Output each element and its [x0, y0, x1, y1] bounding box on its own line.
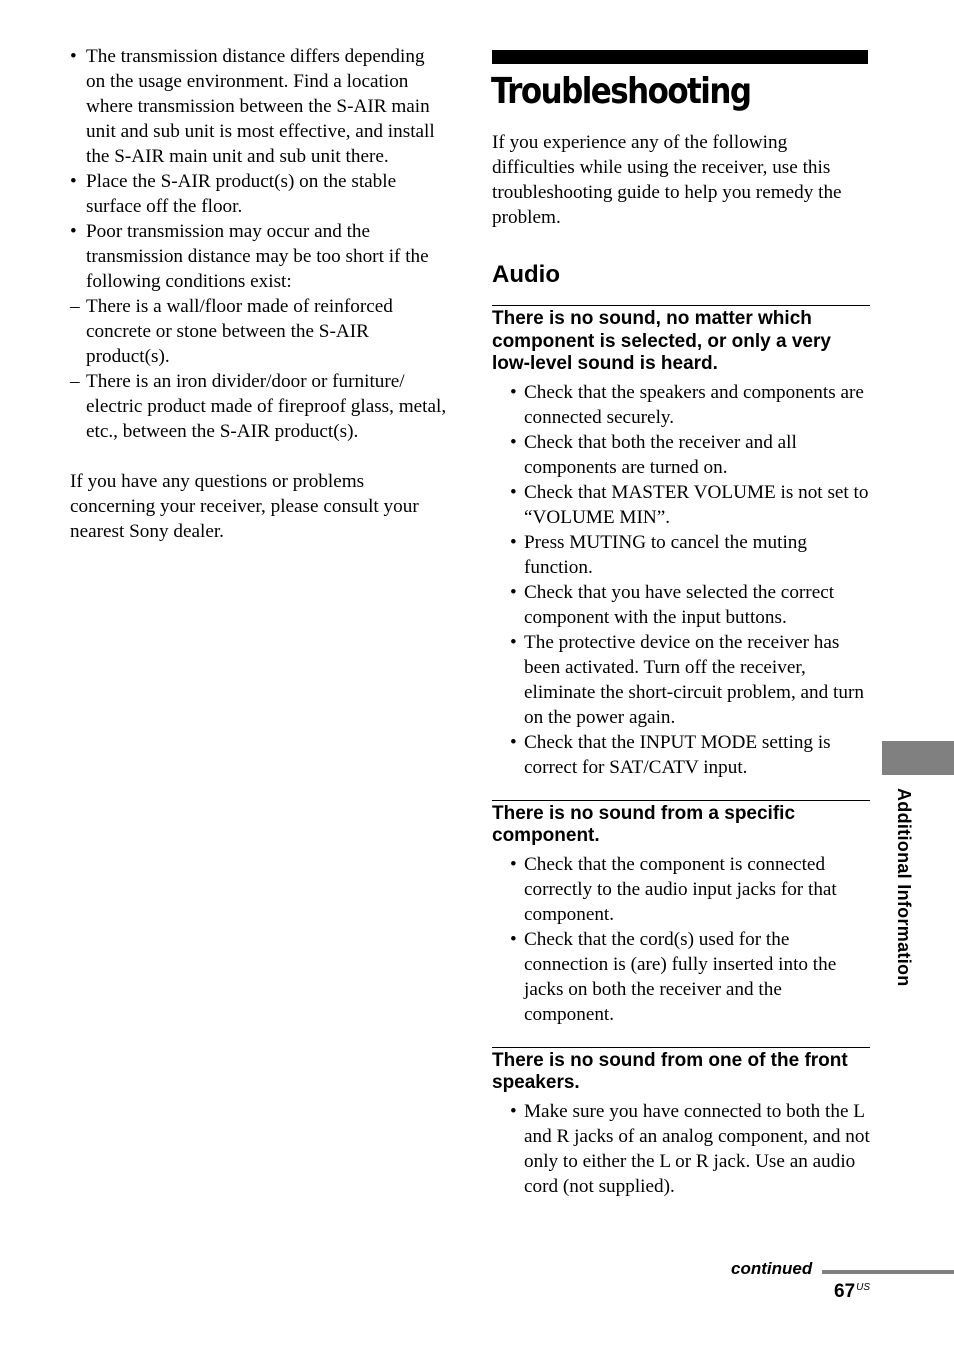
list-item	[70, 44, 448, 169]
list-item-text: Make sure you have connected to both the L and R jacks of an analog component, and not only to either the L or R jack. Use an audio cord (not supplied).	[524, 1100, 870, 1197]
bullet-icon: •	[510, 853, 517, 875]
page-region-suffix: US	[856, 1282, 871, 1293]
list-item	[492, 852, 870, 927]
list-item-text: Check that MASTER VOLUME is not set to “VOLUME MIN”.	[524, 481, 869, 528]
bullet-icon: •	[510, 581, 517, 603]
list-item	[492, 1099, 870, 1199]
list-item	[492, 630, 870, 730]
list-item	[492, 430, 870, 480]
list-item-text: Place the S-AIR product(s) on the stable surface off the floor.	[86, 171, 397, 217]
sony-dealer-note: If you have any questions or problems concerning your receiver, please consult your nearest Sony dealer.	[70, 471, 419, 542]
bullet-icon: •	[510, 381, 517, 403]
list-item	[492, 530, 870, 580]
page-number	[834, 1281, 870, 1303]
list-item	[70, 369, 448, 444]
section-tab-label: Additional Information	[894, 788, 914, 987]
intro-paragraph: If you experience any of the following difficulties while using the receiver, use this troubleshooting guide to help you remedy the problem.	[492, 132, 842, 228]
topic-title: There is no sound from one of the front speakers.	[492, 1049, 848, 1093]
list-item	[70, 169, 448, 219]
section-tab-marker	[882, 741, 954, 775]
bullet-mark: •	[70, 171, 77, 192]
topic-no-sound-any-component	[492, 305, 870, 780]
bullet-mark: •	[70, 221, 77, 242]
page-number-value: 67	[834, 1281, 856, 1302]
list-item-text: The protective device on the receiver has been activated. Turn off the receiver, eliminate the short-circuit problem, and turn on the power again.	[524, 631, 864, 728]
list-item	[492, 380, 870, 430]
list-item-text: There is a wall/floor made of reinforced concrete or stone between the S-AIR product(s).	[86, 296, 393, 367]
list-item-text: Check that you have selected the correct component with the input buttons.	[524, 581, 835, 628]
bullet-icon: •	[510, 731, 517, 753]
bullet-icon: •	[510, 481, 517, 503]
continued-label: continued	[731, 1259, 813, 1278]
bullet-icon: •	[510, 928, 517, 950]
list-item	[492, 730, 870, 780]
list-item	[70, 219, 448, 294]
topic-title: There is no sound from a specific component.	[492, 802, 796, 846]
topic-no-sound-front-speaker	[492, 1047, 870, 1199]
list-item-text: There is an iron divider/door or furniture/ electric product made of fireproof glass, metal, etc., between the S-AIR product(s).	[86, 371, 447, 442]
bullet-icon: •	[510, 531, 517, 553]
topic-checklist	[492, 852, 870, 1027]
left-column	[70, 44, 448, 544]
list-item-text: Check that the component is connected correctly to the audio input jacks for that component.	[524, 853, 837, 925]
bullet-icon: •	[510, 431, 517, 453]
bullet-icon: •	[510, 1100, 517, 1122]
continued-rule	[822, 1270, 954, 1274]
list-item-text: Check that the INPUT MODE setting is correct for SAT/CATV input.	[524, 731, 831, 778]
page-title: Troubleshooting	[491, 71, 751, 112]
list-item	[492, 927, 870, 1027]
list-item-text: The transmission distance differs depending on the usage environment. Find a location where transmission between the S-AIR main unit and sub unit is most effective, and install the S-AIR main unit and sub unit there.	[86, 46, 435, 167]
topic-title: There is no sound, no matter which component is selected, or only a very low-level sound is heard.	[492, 308, 831, 374]
transmission-notes-list	[70, 44, 448, 444]
list-item-text: Check that the speakers and components are connected securely.	[524, 381, 864, 428]
list-item-text: Check that both the receiver and all components are turned on.	[524, 431, 797, 478]
dash-mark: –	[70, 296, 80, 317]
topic-checklist	[492, 1099, 870, 1199]
topic-checklist	[492, 380, 870, 780]
section-heading-audio: Audio	[492, 261, 560, 288]
list-item-text: Check that the cord(s) used for the connection is (are) fully inserted into the jacks on both the receiver and the component.	[524, 928, 837, 1025]
right-column	[492, 50, 870, 1199]
dash-mark: –	[70, 371, 80, 392]
topic-no-sound-specific-component	[492, 800, 870, 1027]
list-item-text: Poor transmission may occur and the transmission distance may be too short if the following conditions exist:	[86, 221, 429, 292]
bullet-mark: •	[70, 46, 77, 67]
title-rule	[492, 50, 868, 64]
bullet-icon: •	[510, 631, 517, 653]
list-item-text: Press MUTING to cancel the muting function.	[524, 531, 807, 578]
list-item	[492, 480, 870, 530]
list-item	[492, 580, 870, 630]
list-item	[70, 294, 448, 369]
